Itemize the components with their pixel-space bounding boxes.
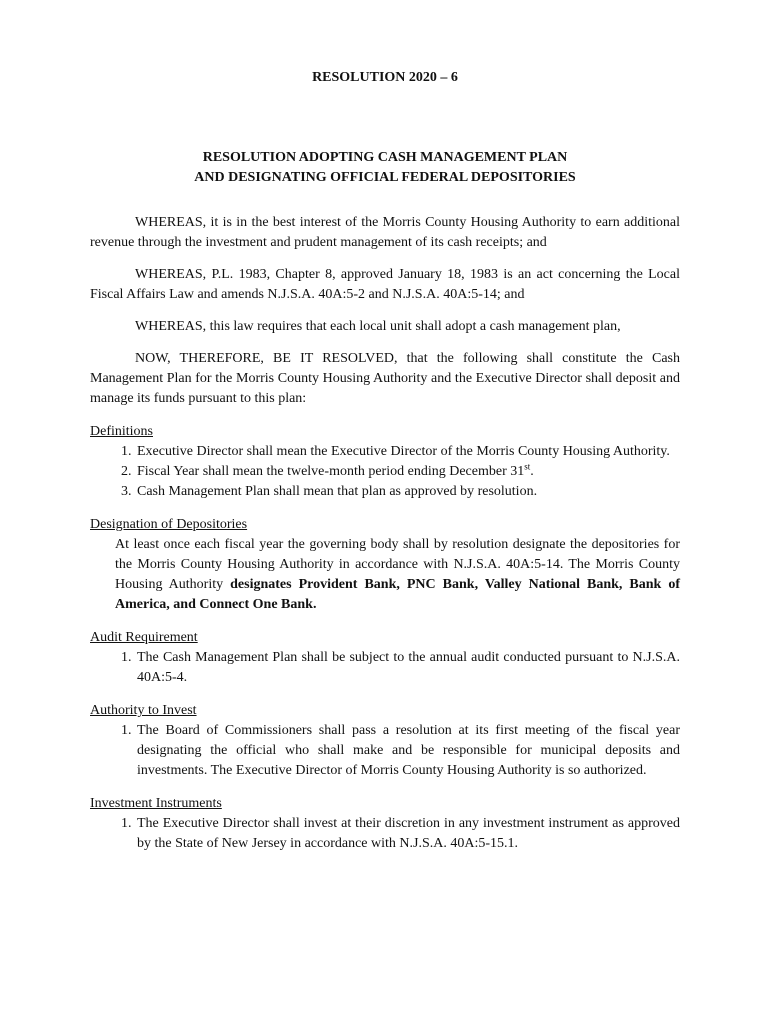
- section-heading-investments: Investment Instruments: [90, 796, 222, 811]
- depositories-text: [115, 535, 680, 615]
- definition-item-3: 3. Cash Management Plan shall mean that plan as approved by resolution.: [135, 482, 680, 502]
- whereas-paragraph-2: WHEREAS, P.L. 1983, Chapter 8, approved January 18, 1983 is an act concerning the Local Fiscal Affairs Law and amends N.J.S.A. 40A:5-2 and N.J.S.A. 40A:5-14; and: [90, 267, 680, 302]
- definition-item-2-end: .: [530, 464, 534, 479]
- section-investments: [90, 794, 680, 854]
- whereas-paragraph-3: WHEREAS, this law requires that each local unit shall adopt a cash management plan,: [135, 319, 621, 334]
- resolution-title: RESOLUTION 2020 – 6: [312, 70, 458, 85]
- investments-list: [90, 814, 680, 854]
- subtitle-line-2: AND DESIGNATING OFFICIAL FEDERAL DEPOSITORIES: [194, 170, 576, 185]
- section-heading-depositories: Designation of Depositories: [90, 517, 248, 532]
- section-heading-authority: Authority to Invest: [90, 703, 197, 718]
- definition-item-2: [135, 462, 680, 482]
- depositories-bold-text: designates Provident Bank, PNC Bank, Valley National Bank, Bank of America, and Connect One Bank.: [115, 577, 680, 612]
- authority-list: [90, 721, 680, 781]
- document-body: [90, 213, 680, 854]
- audit-item-1: 1. The Cash Management Plan shall be subject to the annual audit conducted pursuant to N.J.S.A. 40A:5-4.: [135, 648, 680, 688]
- section-heading-audit: Audit Requirement: [90, 630, 198, 645]
- definitions-list: [90, 442, 680, 502]
- section-heading-definitions: Definitions: [90, 424, 153, 439]
- section-authority: [90, 701, 680, 781]
- definition-item-2-text: Fiscal Year shall mean the twelve-month period ending December 31: [137, 464, 525, 479]
- depositories-plain-text: At least once each fiscal year the governing body shall by resolution designate the depositories for the Morris County Housing Authority in accordance with N.J.S.A. 40A:5-14. The Morris County Housing Authority: [115, 537, 680, 592]
- definition-item-2-sup: st: [524, 461, 531, 472]
- audit-list: [90, 648, 680, 688]
- authority-item-1: 1. The Board of Commissioners shall pass a resolution at its first meeting of the fiscal year designating the official who shall make and be responsible for municipal deposits and investments. The Executive Director of Morris County Housing Authority is so authorized.: [135, 721, 680, 781]
- section-audit: [90, 628, 680, 688]
- resolution-subtitle: [0, 148, 770, 188]
- section-definitions: [90, 422, 680, 502]
- investments-item-1: 1. The Executive Director shall invest at their discretion in any investment instrument as approved by the State of New Jersey in accordance with N.J.S.A. 40A:5-15.1.: [135, 814, 680, 854]
- resolved-paragraph: NOW, THEREFORE, BE IT RESOLVED, that the following shall constitute the Cash Management Plan for the Morris County Housing Authority and the Executive Director shall deposit and manage its funds pursuant to this plan:: [90, 351, 680, 406]
- whereas-paragraph-1: WHEREAS, it is in the best interest of the Morris County Housing Authority to earn additional revenue through the investment and prudent management of its cash receipts; and: [90, 215, 680, 250]
- definition-item-1: 1. Executive Director shall mean the Executive Director of the Morris County Housing Authority.: [135, 442, 680, 462]
- section-depositories: [90, 515, 680, 615]
- subtitle-line-1: RESOLUTION ADOPTING CASH MANAGEMENT PLAN: [202, 150, 568, 165]
